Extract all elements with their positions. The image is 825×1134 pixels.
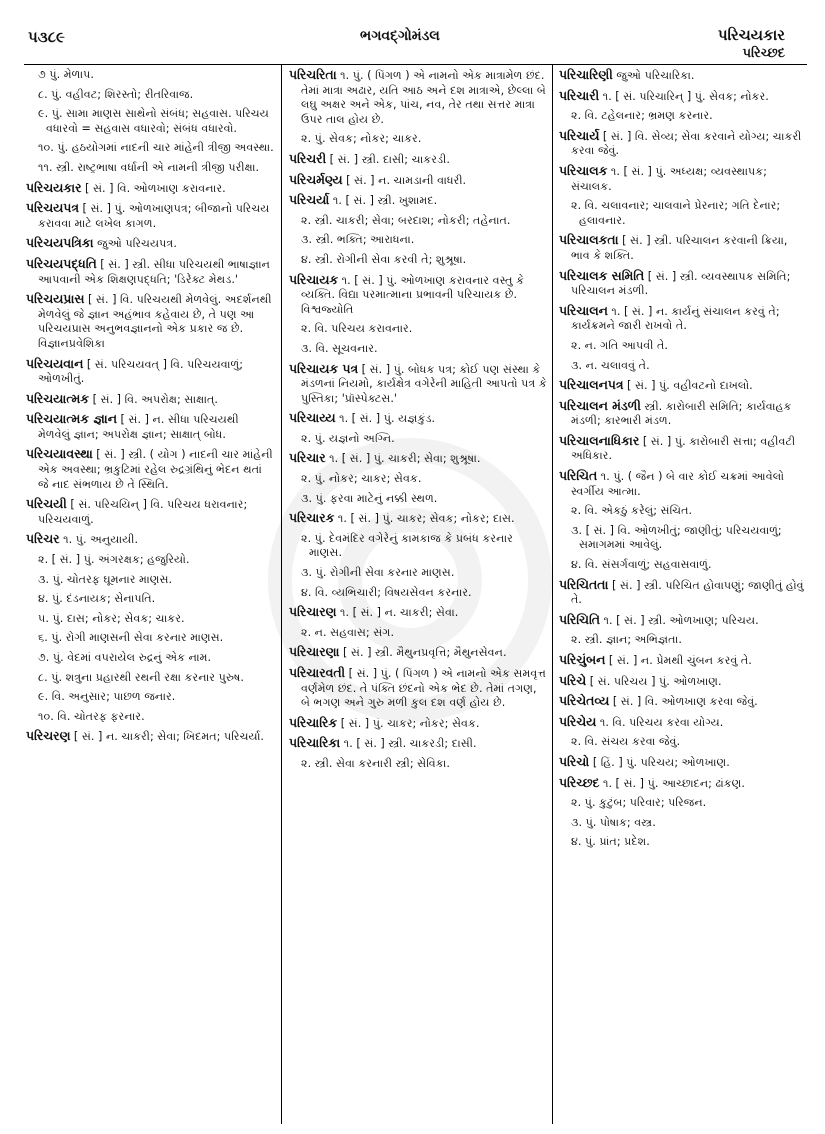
entry-sense: [559, 735, 808, 750]
definition-text: ૨. સ્ત્રી. ચાકરી; સેવા; બરદાશ; નોકરી; તહેનાત.: [301, 213, 511, 227]
definition-text: ૪. સ્ત્રી. રોગીની સેવા કરવી તે; શુશ્રૂષા.: [301, 252, 467, 266]
entry-sense: [289, 132, 547, 147]
headword: પરિચારિકા: [289, 735, 341, 751]
headword: પરિચયકાર: [26, 179, 82, 195]
dictionary-entry: [289, 173, 547, 189]
definition-text: [ સં. ] સ્ત્રી. વ્યવસ્થાપક સમિતિ; પરિચાલન મંડળી.: [571, 269, 791, 298]
guide-word-last: પરિચ્છદ: [742, 46, 785, 61]
definition-text: [ સં. ] પું. ઓળખાણપત્ર; બીજાનો પરિચય કરાવવા માટે લખેલ કાગળ.: [38, 202, 270, 230]
definition-text: [ સં. ] પું. વહીવટનો દાખલો.: [623, 379, 753, 393]
dictionary-entry: [289, 605, 547, 621]
definition-text: ૧. [ સં. ] પું. અધ્યક્ષ; વ્યવસ્થાપક; સંચાલક.: [571, 164, 767, 193]
definition-text: ૧૦. પું. હઠયોગમાં નાદની ચાર માંહેની ત્રીજી અવસ્થા.: [38, 141, 274, 155]
headword: પરિચાલકતા: [559, 232, 619, 248]
header-rule: [24, 64, 807, 65]
entry-sense: [289, 626, 547, 641]
definition-text: [ સં. પરિચયવત્ ] વિ. પરિચયવાળું; ઓળખીતું.: [38, 357, 244, 386]
entry-sense: [26, 612, 274, 627]
headword: પરિચાયક: [289, 271, 339, 287]
definition-text: [ સં. ] વિ. ઓળખાણ કરાવનાર.: [81, 181, 226, 195]
dictionary-entry: [289, 152, 547, 168]
headword: પરિચિતતા: [559, 576, 609, 592]
definition-text: ૩. પું. ચોતરફ ઘૂમનાર માણસ.: [38, 572, 173, 586]
dictionary-entry: [289, 645, 547, 661]
definition-text: ૧. પું. ( પિંગળ ) એ નામનો એક માત્રામેળ છંદ. તેમાં માત્રા અઢાર, યતિ આઠ અને દશ માત્રાએ, છેલ્લા બે લઘુ અક્ષર અને એક, પાંચ, નવ, તેર તથા સત્તર માત્રા ઉપર તાલ હોય છે.: [301, 69, 546, 126]
dictionary-column-2: [289, 68, 547, 1122]
entry-sense: [559, 109, 808, 124]
dictionary-entry: [289, 511, 547, 527]
entry-sense: [289, 532, 547, 561]
headword: પરિચયપદ્ધતિ: [26, 255, 97, 271]
column-divider: [281, 64, 282, 1124]
dictionary-entry: [289, 68, 547, 127]
dictionary-entry: [26, 357, 274, 387]
definition-text: ૭. પું. વેદમાં વપરાયેલ રુદ્રનું એક નામ.: [38, 651, 212, 664]
dictionary-entry: [289, 666, 547, 711]
definition-text: ૪. પું. દંડનાયક; સેનાપતિ.: [38, 592, 156, 606]
entry-sense: [559, 199, 808, 228]
definition-text: [ સં. ] સ્ત્રી. પરિચાલન કરવાની ક્રિયા, ભાવ કે શક્તિ.: [571, 234, 788, 262]
headword: પરિચયી: [26, 496, 67, 512]
definition-text: ૨. વિ. ચલાવનાર; ચાલવાને પ્રેરનાર; ગતિ દેનાર; હલાવનાર.: [571, 199, 781, 227]
entry-sense: [289, 492, 547, 507]
definition-text: ૮. પું. શત્રુના પ્રહારથી રથની રક્ષા કરનાર પુરુષ.: [38, 670, 244, 684]
entry-sense: [559, 504, 808, 519]
definition-text: ૨. પું. કુટુંબ; પરિવાર; પરિજન.: [571, 796, 707, 810]
headword: પરિચાય્ય: [289, 410, 336, 426]
definition-text: ૩. સ્ત્રી. ભક્તિ; આરાધના.: [301, 233, 415, 247]
definition-text: [ સં. ] સ્ત્રી. ( યોગ ) નાદની ચાર માંહેની એક અવસ્થા; ભ્રકુટિમાં રહેલ રુદ્રગ્રંથિનું ભેદન થતાં જે નાદ સંભળાય છે તે સ્થિતિ.: [38, 448, 273, 491]
definition-text: ૧૧. સ્ત્રી. રાષ્ટ્રભાષા વર્ધાની એ નામની ત્રીજી પરીક્ષા.: [38, 160, 259, 174]
definition-text: ૩. ન. ચલાવવું તે.: [571, 358, 650, 372]
definition-text: ૧. [ સં. ] સ્ત્રી. ખુશામદ.: [329, 194, 438, 208]
headword: પરિચે: [559, 672, 587, 688]
entry-sense: [26, 161, 274, 176]
definition-text: [ હિં. ] પું. પરિચય; ઓળખાણ.: [589, 755, 730, 769]
headword: પરિચારક: [289, 510, 335, 526]
definition-text: ૮. પું. વહીવટ; શિરસ્તો; રીતરિવાજ.: [38, 87, 194, 101]
headword: પરિચાયક પત્ર: [289, 360, 359, 376]
entry-sense: [26, 631, 274, 646]
definition-text: ૨. વિ. સંચય કરવા જેવું.: [571, 735, 681, 749]
headword: પરિચયપત્ર: [26, 200, 79, 216]
entry-sense: [289, 233, 547, 248]
definition-text: [ સં. પરિચયિન્ ] વિ. પરિચય ધરાવનાર; પરિચયવાળું.: [38, 498, 248, 526]
definition-text: ૨. પું. સેવક; નોકર; ચાકર.: [301, 132, 422, 146]
dictionary-entry: [559, 233, 808, 263]
headword: પરિચાર્ય: [559, 127, 600, 143]
definition-text: ૧. [ સં. ] પું. ઓળખાણ કરાવનાર વસ્તુ કે વ્યક્તિ. વિદ્યા પરમાત્માના પ્રભાવની પરિચાયક છે. વિશ્વજ્યોતિ: [301, 273, 525, 316]
entry-sense: [559, 339, 808, 354]
entry-sense: [26, 88, 274, 103]
definition-text: ૯. પું. સામા માણસ સાથેનો સંબંધ; સહવાસ. પરિચય વધારવો = સહવાસ વધારવો; સંબંધ વધારવો.: [38, 107, 269, 135]
book-title: ભગવદ્ગોમંડલ: [360, 28, 440, 44]
entry-sense: [559, 359, 808, 374]
page-header: [0, 0, 825, 61]
headword: પરિચયપત્રિકા: [26, 235, 94, 251]
headword: પરિચરી: [289, 150, 327, 166]
dictionary-entry: [26, 447, 274, 492]
dictionary-entry: [559, 776, 808, 792]
headword: પરિચાલનપત્ર: [559, 377, 624, 393]
entry-sense: [26, 141, 274, 156]
entry-sense: [559, 796, 808, 811]
headword: પરિચિતિ: [559, 611, 600, 627]
definition-text: ૩. પું. ફરવા માટેનું નક્કી સ્થળ.: [301, 491, 438, 505]
entry-sense: [289, 214, 547, 229]
entry-sense: [26, 690, 274, 705]
definition-text: ૩. પું. પોષાક; વસ્ત્ર.: [571, 815, 656, 829]
definition-text: ૧. [ સં. ] પું. યજ્ઞકુંડ.: [335, 412, 436, 426]
headword: પરિચરણ: [26, 728, 71, 744]
entry-sense: [26, 573, 274, 588]
entry-sense: [26, 651, 274, 666]
definition-text: ૨. વિ. ટહેલનાર; ભ્રમણ કરનાર.: [571, 109, 713, 123]
headword: પરિચારી: [559, 87, 600, 103]
entry-sense: [26, 592, 274, 607]
entry-sense: [26, 553, 274, 568]
dictionary-entry: [26, 392, 274, 408]
dictionary-entry: [559, 129, 808, 159]
dictionary-entry: [559, 434, 808, 464]
dictionary-entry: [289, 273, 547, 318]
dictionary-entry: [559, 304, 808, 334]
definition-text: ૨. પું. દેવમંદિર વગેરેનું કામકાજ કે પ્રબંધ કરનાર માણસ.: [301, 531, 513, 560]
definition-text: ૫. પું. દાસ; નોકર; સેવક; ચાકર.: [38, 611, 185, 625]
definition-text: ૪. વિ. સંસર્ગવાળું; સહવાસવાળું.: [571, 558, 712, 572]
entry-sense: [26, 68, 274, 83]
definition-text: [ સં. ] ન. સીધા પરિચયથી મેળવેલું જ્ઞાન; અપરોક્ષ જ્ઞાન; સાક્ષાત્ બોધ.: [38, 413, 239, 441]
headword: પરિચયવાન: [26, 355, 84, 371]
headword: પરિચારિક: [289, 714, 338, 730]
definition-text: [ સં. ] પું. ચાકર; નોકર; સેવક.: [337, 716, 480, 730]
dictionary-entry: [289, 411, 547, 427]
definition-text: [ સં. ] વિ. ઓળખાણ કરવા જેવું.: [609, 695, 758, 709]
headword: પરિચો: [559, 753, 590, 769]
dictionary-entry: [559, 715, 808, 731]
dictionary-entry: [559, 694, 808, 710]
definition-text: ૧. [ સં. ] ન. કાર્યનું સંચાલન કરવું તે; કાર્યક્રમને જારી રાખવો તે.: [571, 304, 780, 333]
dictionary-entry: [559, 674, 808, 690]
headword: પરિચ્છદ: [559, 774, 600, 790]
definition-text: ૧. પું. ( જૈન ) બે વાર કોઈ ચક્રમાં આવેલો સ્વર્ગીય આત્મા.: [571, 470, 785, 498]
definition-text: જુઓ પરિચયપત્ર.: [93, 237, 177, 251]
definition-text: ૨. ન. ગતિ આપવી તે.: [571, 338, 668, 352]
definition-text: ૪. વિ. વ્યભિચારી; વિષયસેવન કરનાર.: [301, 585, 472, 599]
headword: પરિચારણ: [289, 604, 337, 620]
definition-text: [ સં. ] સ્ત્રી. દાસી; ચાકરડી.: [326, 152, 450, 166]
definition-text: ૧. [ સં. ] પું. ચાકર; સેવક; નોકર; દાસ.: [334, 512, 515, 526]
definition-text: સ્ત્રી. કારોબારી સમિતિ; કાર્યવાહક મંડળી; કારભારી મંડળ.: [571, 399, 792, 428]
dictionary-entry: [559, 68, 808, 84]
dictionary-entry: [289, 716, 547, 732]
definition-text: ૨. વિ. એકઠું કરેલું; સંચિત.: [571, 504, 693, 518]
dictionary-entry: [289, 362, 547, 407]
definition-text: ૨. [ સં. ] પું. અંગરક્ષક; હજુરિયો.: [38, 553, 190, 567]
definition-text: [ સં. પરિચય ] પું. ઓળખાણ.: [586, 674, 722, 688]
dictionary-entry: [559, 269, 808, 299]
definition-text: [ સં. ] સ્ત્રી. સીધા પરિચયથી ભાષાજ્ઞાન આપવાની એક શિક્ષણપદ્ધતિ; 'ડિરેક્ટ મેથડ.': [38, 257, 270, 286]
definition-text: જુઓ પરિચારિકા.: [612, 69, 695, 82]
definition-text: ૧. [ સં. ] પું. ચાકરી; સેવા; શુશ્રૂષા.: [325, 452, 481, 466]
headword: પરિચાલક: [559, 162, 608, 178]
definition-text: ૬. પું. રોગી માણસની સેવા કરનાર માણસ.: [38, 631, 224, 645]
dictionary-entry: [559, 89, 808, 105]
page-number: પ૩૮૯: [28, 28, 65, 46]
definition-text: ૧. [ સં. પરિચારિન્ ] પું. સેવક; નોકર.: [599, 89, 769, 103]
headword: પરિચાલન મંડળી: [559, 397, 641, 413]
dictionary-entry: [26, 532, 274, 548]
definition-text: [ સં. ] ન. પ્રેમથી ચુંબન કરવું તે.: [605, 654, 752, 667]
definition-text: ૨. પું. યજ્ઞનો અગ્નિ.: [301, 431, 395, 445]
dictionary-entry: [559, 399, 808, 429]
dictionary-entry: [289, 451, 547, 467]
headword: પરિચારણા: [289, 644, 340, 660]
definition-text: ૧. પું. અનુયાયી.: [59, 533, 139, 547]
dictionary-entry: [559, 578, 808, 608]
entry-sense: [289, 586, 547, 601]
headword: પરિચર: [26, 531, 60, 547]
definition-text: [ સં. ] પું. કારોબારી સત્તા; વહીવટી અધિકાર.: [571, 434, 796, 463]
definition-text: ૧. [ સં. ] સ્ત્રી. ઓળખાણ; પરિચય.: [599, 613, 759, 627]
entry-sense: [559, 633, 808, 648]
guide-word-first: પરિચયકાર: [717, 26, 785, 44]
headword: પરિચારવતી: [289, 665, 346, 680]
headword: પરિચરિતા: [289, 68, 337, 82]
entry-sense: [289, 472, 547, 487]
dictionary-entry: [559, 378, 808, 394]
entry-sense: [289, 253, 547, 268]
entry-sense: [289, 757, 547, 772]
entry-sense: [289, 566, 547, 581]
dictionary-entry: [26, 497, 274, 527]
definition-text: [ સં. ] વિ. અપરોક્ષ; સાક્ષાત્.: [89, 392, 218, 406]
headword: પરિચારિણી: [559, 68, 613, 82]
entry-sense: [289, 322, 547, 337]
entry-sense: [26, 710, 274, 725]
definition-text: ૩. વિ. સૂચવનાર.: [301, 341, 378, 355]
definition-text: [ સં. ] વિ. પરિચયથી મેળવેલું. અદર્શનથી મેળવેલું જે જ્ઞાન અહંભાવ કહેવાય છે, તે પણ આ પરિચયપ્રાસ અનુભવજ્ઞાનનો એક પ્રકાર જ છે. વિજ્ઞાનપ્રવેશિકા: [38, 293, 272, 350]
entry-sense: [289, 342, 547, 357]
definition-text: ૧. [ સં. ] પું. આચ્છાદન; ઢાંકણ.: [599, 776, 745, 790]
definition-text: [ સં. ] સ્ત્રી. પરિચિત હોવાપણું; જાણીતું હોવું તે.: [571, 578, 804, 607]
definition-text: ૨. વિ. પરિચય કરાવનાર.: [301, 322, 413, 336]
definition-text: ૨. સ્ત્રી. સેવા કરનારી સ્ત્રી; સેવિકા.: [301, 756, 450, 770]
headword: પરિચેય: [559, 713, 597, 729]
dictionary-entry: [289, 736, 547, 752]
entry-sense: [26, 107, 274, 136]
definition-text: ૨. પું. નોકર; ચાકર; સેવક.: [301, 472, 422, 486]
headword: પરિચાલક સમિતિ: [559, 267, 645, 283]
headword: પરિચેતવ્ય: [559, 693, 610, 709]
definition-text: ૭ પું. મેળાપ.: [38, 68, 94, 81]
definition-text: ૩. પું. રોગીની સેવા કરનાર માણસ.: [301, 566, 455, 580]
dictionary-entry: [26, 236, 274, 252]
headword: પરિચયાવસ્થા: [26, 446, 93, 462]
headword: પરિચર્યા: [289, 192, 330, 208]
definition-text: ૧. વિ. પરિચય કરવા યોગ્ય.: [596, 715, 724, 729]
dictionary-column-3: [559, 68, 808, 1122]
definition-text: [ સં. ] સ્ત્રી. મૈથુનપ્રવૃત્તિ; મૈથુનસેવન.: [339, 646, 507, 660]
definition-text: [ સં. ] ન. ચામડાની વાધરી.: [342, 173, 467, 187]
definition-text: [ સં. ] પું. બોધક પત્ર; કોઈ પણ સંસ્થા કે મંડળનાં નિયમો, કાર્યક્ષેત્ર વગેરેની માહિતી આપતો પત્ર કે પુસ્તિકા; 'પ્રૉસ્પેક્ટસ.': [301, 362, 547, 405]
definition-text: ૧૦. વિ. ચોતરફ ફરનાર.: [38, 709, 145, 723]
definition-text: ૪. પું. પ્રાંત; પ્રદેશ.: [571, 835, 650, 849]
headword: પરિચયપ્રાસ: [26, 291, 85, 307]
headword: પરિચિત: [559, 468, 598, 484]
dictionary-entry: [559, 755, 808, 771]
entry-sense: [559, 524, 808, 553]
dictionary-entry: [26, 257, 274, 287]
headword: પરિચયાત્મક જ્ઞાન: [26, 411, 117, 427]
dictionary-entry: [26, 181, 274, 197]
definition-text: ૧. [ સં. ] ન. ચાકરી; સેવા.: [336, 606, 459, 620]
dictionary-entry: [26, 201, 274, 231]
definition-text: ૨. ન. સહવાસ; સંગ.: [301, 625, 395, 639]
headword: પરિચાલનાધિકાર: [559, 432, 640, 448]
definition-text: ૯. વિ. અનુસાર; પાછળ જનાર.: [38, 690, 176, 704]
definition-text: ૧. [ સં. ] સ્ત્રી. ચાકરડી; દાસી.: [340, 737, 477, 751]
column-divider: [552, 64, 553, 1124]
headword: પરિચાર: [289, 450, 326, 466]
headword: પરિચુંબન: [559, 652, 606, 667]
headword: પરિચયાત્મક: [26, 390, 90, 406]
headword: પરિચાલન: [559, 302, 608, 318]
dictionary-entry: [26, 292, 274, 351]
dictionary-entry: [559, 653, 808, 669]
dictionary-entry: [26, 729, 274, 745]
definition-text: [ સં. ] ન. ચાકરી; સેવા; ખિદમત; પરિચર્યા.: [70, 730, 264, 744]
entry-sense: [289, 432, 547, 447]
entry-sense: [559, 816, 808, 831]
definition-text: [ સં. ] વિ. સેવ્ય; સેવા કરવાને યોગ્ય; ચાકરી કરવા જેવું.: [571, 129, 802, 158]
definition-text: ૩. [ સં. ] વિ. ઓળખીતું; જાણીતું; પરિચયવાળું; સમાગમમાં આવેલું.: [571, 523, 782, 552]
entry-sense: [26, 671, 274, 686]
definition-text: ૨. સ્ત્રી. જ્ઞાન; અભિજ્ઞતા.: [571, 633, 682, 647]
dictionary-entry: [559, 469, 808, 499]
definition-text: [ સં. ] પું. ( પિંગળ ) એ નામનો એક સમવૃત્ત વર્ણમેળ છંદ. તે પંક્તિ છંદનો એક ભેદ છે. તેમાં તગણ, બે ભગણ અને ગુરુ મળી કુલ દશ વર્ણ હોય છે.: [301, 667, 546, 710]
entry-sense: [559, 558, 808, 573]
dictionary-entry: [559, 613, 808, 629]
headword: પરિચર્મણ્ય: [289, 171, 343, 187]
entry-sense: [559, 835, 808, 850]
dictionary-entry: [559, 164, 808, 194]
dictionary-entry: [289, 193, 547, 209]
dictionary-entry: [26, 412, 274, 442]
dictionary-column-1: [26, 68, 274, 1122]
